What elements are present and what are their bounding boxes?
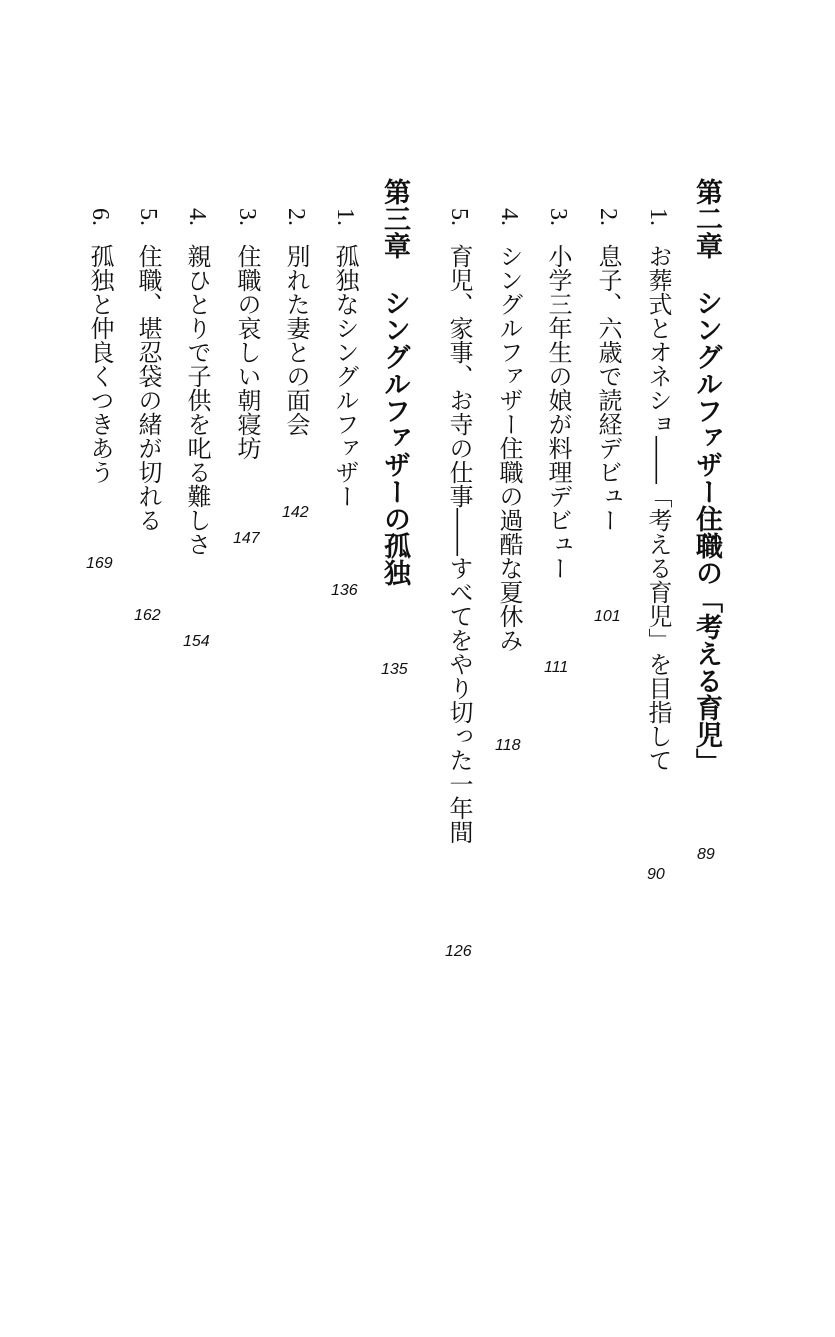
entry-number: 5. xyxy=(135,208,161,226)
toc-entry xyxy=(497,208,521,652)
entry-number: 2. xyxy=(283,208,309,226)
entry-title: シングルファザー住職の過酷な夏休み xyxy=(495,244,523,652)
entry-number: 1. xyxy=(332,208,358,226)
entry-page: 101 xyxy=(594,608,621,625)
toc-entry xyxy=(333,208,357,508)
toc-entry xyxy=(235,208,259,460)
entry-number: 6. xyxy=(87,208,113,226)
entry-title: 別れた妻との面会 xyxy=(282,244,310,436)
entry-title: 孤独なシングルファザー xyxy=(331,244,359,508)
toc-entry xyxy=(646,208,670,772)
entry-page: 136 xyxy=(331,582,358,599)
entry-page: 169 xyxy=(86,555,113,572)
entry-page: 118 xyxy=(495,737,521,754)
entry-number: 4. xyxy=(496,208,522,226)
entry-number: 3. xyxy=(545,208,571,226)
entry-number: 3. xyxy=(234,208,260,226)
entry-number: 5. xyxy=(446,208,472,226)
toc-entry xyxy=(284,208,308,436)
chapter-3-page: 135 xyxy=(381,661,408,678)
entry-title: 育児、家事、お寺の仕事――すべてをやり切った一年間 xyxy=(445,244,473,844)
toc-entry xyxy=(185,208,209,556)
chapter-2-label: 第二章 xyxy=(691,178,722,259)
entry-title: 孤独と仲良くつきあう xyxy=(86,244,114,484)
toc-entry xyxy=(596,208,620,532)
entry-title: お葬式とオネショ――「考える育児」を目指して xyxy=(644,244,672,772)
entry-page: 142 xyxy=(282,504,309,521)
entry-page: 126 xyxy=(445,943,472,960)
toc-entry xyxy=(546,208,570,580)
toc-entry xyxy=(88,208,112,484)
entry-page: 147 xyxy=(233,530,260,547)
chapter-3-title: シングルファザーの孤独 xyxy=(379,289,410,586)
entry-number: 4. xyxy=(184,208,210,226)
entry-number: 1. xyxy=(645,208,671,226)
chapter-2-page: 89 xyxy=(697,846,715,863)
entry-number: 2. xyxy=(595,208,621,226)
chapter-3-label: 第三章 xyxy=(379,178,410,259)
chapter-2-title: シングルファザー住職の「考える育児」 xyxy=(691,289,722,775)
entry-page: 90 xyxy=(647,866,665,883)
toc-entry xyxy=(136,208,160,532)
chapter-3-heading xyxy=(381,178,408,586)
entry-page: 154 xyxy=(183,633,210,650)
entry-title: 住職の哀しい朝寝坊 xyxy=(233,244,261,460)
entry-title: 息子、六歳で読経デビュー xyxy=(594,244,622,532)
chapter-2-heading xyxy=(693,178,720,775)
entry-title: 住職、堪忍袋の緒が切れる xyxy=(134,244,162,532)
entry-title: 小学三年生の娘が料理デビュー xyxy=(544,244,572,580)
toc-entry xyxy=(447,208,471,844)
entry-page: 111 xyxy=(544,659,569,676)
entry-title: 親ひとりで子供を叱る難しさ xyxy=(183,244,211,556)
entry-page: 162 xyxy=(134,607,161,624)
